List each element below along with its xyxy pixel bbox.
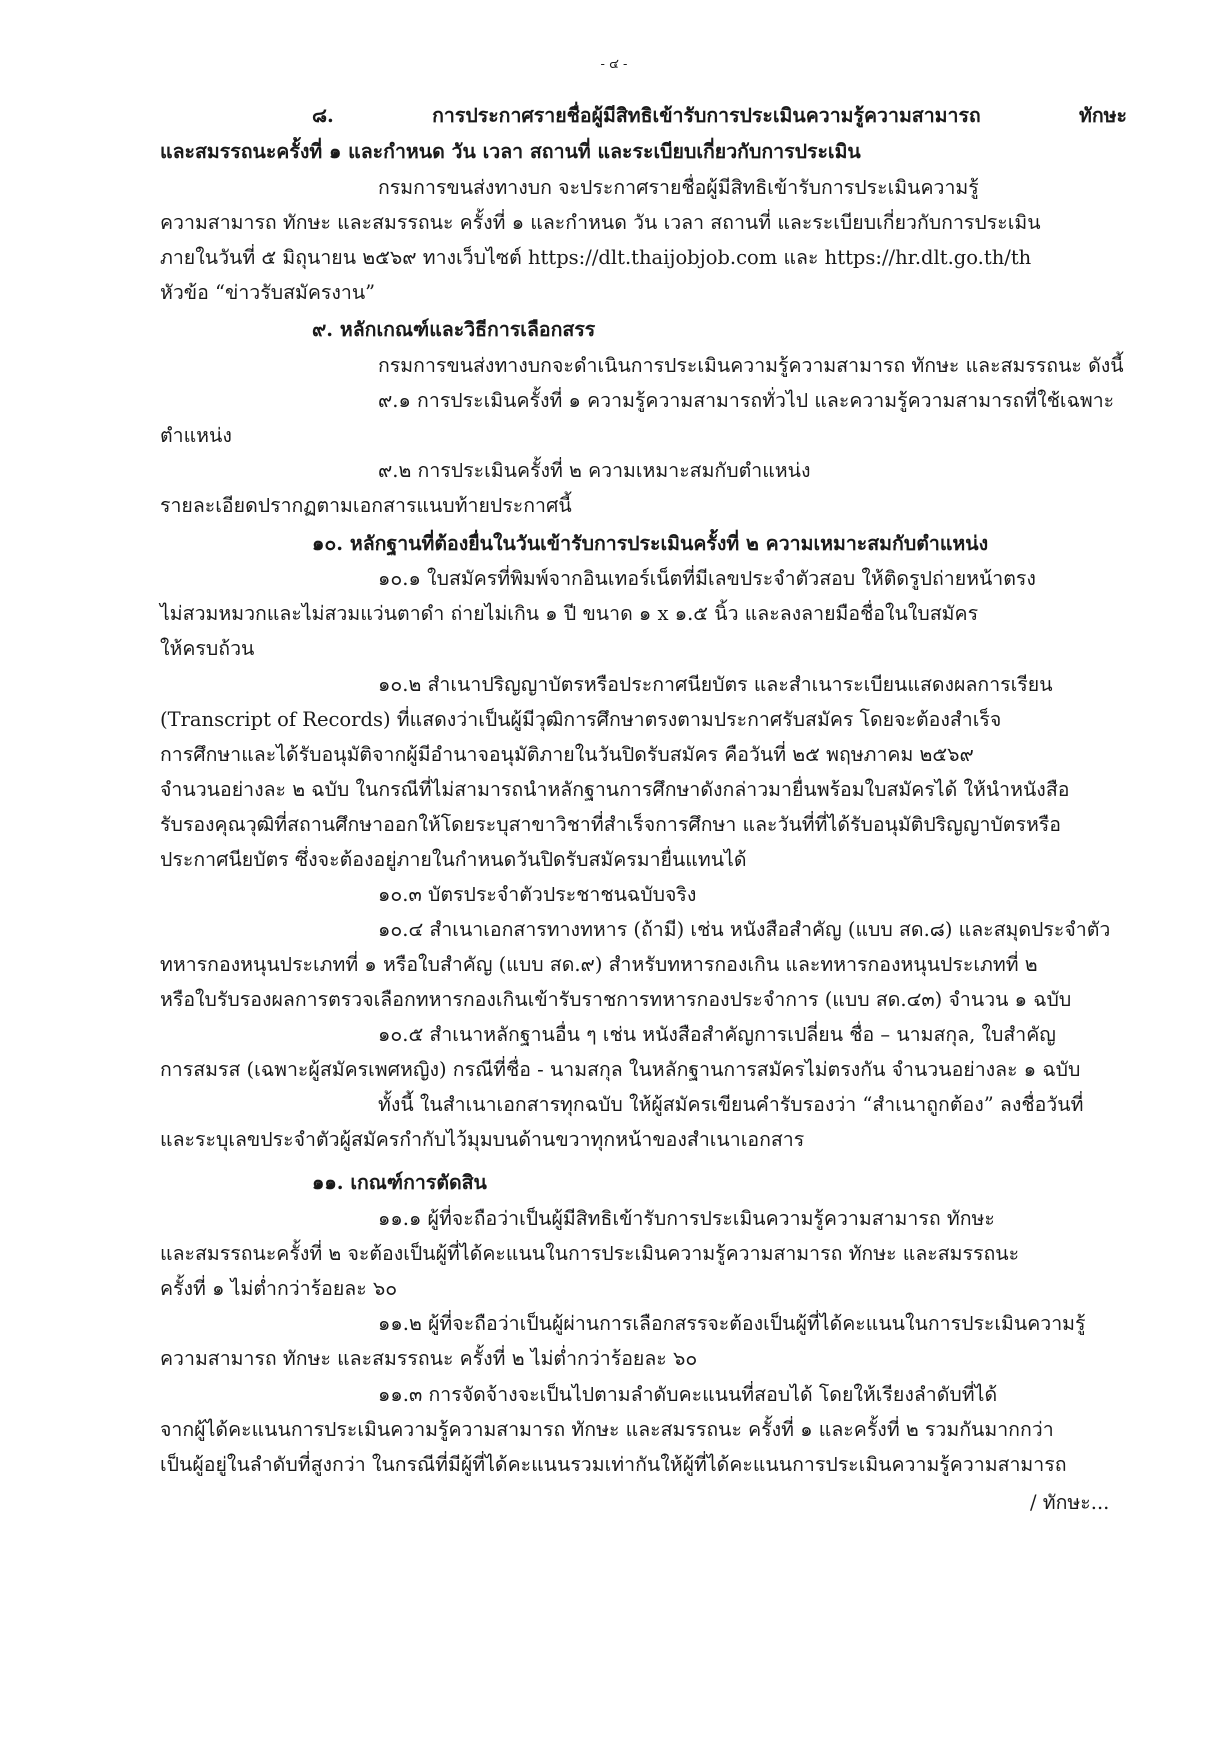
paragraph-line: รับรองคุณวุฒิที่สถานศึกษาออกให้โดยระบุสาขาวิชาที่สำเร็จการศึกษา และวันที่ที่ได้รับอนุมัติปริญญาบัตรหรือ [160,813,1061,836]
paragraph-line: ๑๐.๓ บัตรประจำตัวประชาชนฉบับจริง [378,883,697,906]
paragraph-line: ทั้งนี้ ในสำเนาเอกสารทุกฉบับ ให้ผู้สมัครเขียนคำรับรองว่า “สำเนาถูกต้อง” ลงชื่อวันที่ [378,1093,1084,1116]
paragraph-line: และสมรรถนะครั้งที่ ๒ จะต้องเป็นผู้ที่ได้คะแนนในการประเมินความรู้ความสามารถ ทักษะ และสมรรถนะ [160,1242,1020,1265]
page-number: - ๔ - [600,57,628,72]
paragraph-line: การศึกษาและได้รับอนุมัติจากผู้มีอำนาจอนุมัติภายในวันปิดรับสมัคร คือวันที่ ๒๕ พฤษภาคม ๒๕๖๙ [160,743,974,766]
paragraph-line: การสมรส (เฉพาะผู้สมัครเพศหญิง) กรณีที่ชื่อ - นามสกุล ในหลักฐานการสมัครไม่ตรงกัน จำนวนอย่างละ ๑ ฉบับ [160,1058,1081,1081]
paragraph-line: ๙.๑ การประเมินครั้งที่ ๑ ความรู้ความสามารถทั่วไป และความรู้ความสามารถที่ใช้เฉพาะ [378,389,1115,412]
paragraph-line: หัวข้อ “ข่าวรับสมัครงาน” [160,281,376,304]
section-10-heading: ๑๐. หลักฐานที่ต้องยื่นในวันเข้ารับการประเมินครั้งที่ ๒ ความเหมาะสมกับตำแหน่ง [312,532,989,555]
paragraph-line: และระบุเลขประจำตัวผู้สมัครกำกับไว้มุมบนด้านขวาทุกหน้าของสำเนาเอกสาร [160,1128,805,1151]
paragraph-line: ทหารกองหนุนประเภทที่ ๑ หรือใบสำคัญ (แบบ สด.๙) สำหรับทหารกองเกิน และทหารกองหนุนประเภทที่ ๒ [160,953,1038,976]
paragraph-line: ภายในวันที่ ๕ มิถุนายน ๒๕๖๙ ทางเว็บไซต์ https://dlt.thaijobjob.com และ https://hr.dlt.go.th/th [160,246,1032,269]
continuation-marker: / ทักษะ... [1030,1491,1110,1514]
paragraph-line: ๑๑.๓ การจัดจ้างจะเป็นไปตามลำดับคะแนนที่สอบได้ โดยให้เรียงลำดับที่ได้ [378,1383,998,1406]
paragraph-line: ๑๑.๑ ผู้ที่จะถือว่าเป็นผู้มีสิทธิเข้ารับการประเมินความรู้ความสามารถ ทักษะ [378,1207,995,1230]
paragraph-line: ความสามารถ ทักษะ และสมรรถนะ ครั้งที่ ๑ และกำหนด วัน เวลา สถานที่ และระเบียบเกี่ยวกับการประเมิน [160,211,1041,234]
paragraph-line: จากผู้ได้คะแนนการประเมินความรู้ความสามารถ ทักษะ และสมรรถนะ ครั้งที่ ๑ และครั้งที่ ๒ รวมกันมากกว่า [160,1418,1054,1441]
paragraph-line: กรมการขนส่งทางบกจะดำเนินการประเมินความรู้ความสามารถ ทักษะ และสมรรถนะ ดังนี้ [378,354,1124,377]
paragraph-line: ๑๐.๒ สำเนาปริญญาบัตรหรือประกาศนียบัตร และสำเนาระเบียนแสดงผลการเรียน [378,673,1053,696]
paragraph-line: ครั้งที่ ๑ ไม่ต่ำกว่าร้อยละ ๖๐ [160,1277,398,1300]
paragraph-line: กรมการขนส่งทางบก จะประกาศรายชื่อผู้มีสิทธิเข้ารับการประเมินความรู้ [378,176,979,199]
paragraph-line: ไม่สวมหมวกและไม่สวมแว่นตาดำ ถ่ายไม่เกิน ๑ ปี ขนาด ๑ x ๑.๕ นิ้ว และลงลายมือชื่อในใบสมัคร [160,602,979,625]
paragraph-line: หรือใบรับรองผลการตรวจเลือกทหารกองเกินเข้ารับราชการทหารกองประจำการ (แบบ สด.๔๓) จำนวน ๑ ฉบับ [160,988,1072,1011]
paragraph-line: (Transcript of Records) ที่แสดงว่าเป็นผู้มีวุฒิการศึกษาตรงตามประกาศรับสมัคร โดยจะต้องสำเร็จ [160,708,1002,731]
section-8-heading-line-2: และสมรรถนะครั้งที่ ๑ และกำหนด วัน เวลา สถานที่ และระเบียบเกี่ยวกับการประเมิน [160,140,861,163]
section-9-heading: ๙. หลักเกณฑ์และวิธีการเลือกสรร [312,318,596,341]
paragraph-line: ๙.๒ การประเมินครั้งที่ ๒ ความเหมาะสมกับตำแหน่ง [378,459,811,482]
paragraph-line: ๑๐.๔ สำเนาเอกสารทางทหาร (ถ้ามี) เช่น หนังสือสำคัญ (แบบ สด.๘) และสมุดประจำตัว [378,918,1111,941]
paragraph-line: จำนวนอย่างละ ๒ ฉบับ ในกรณีที่ไม่สามารถนำหลักฐานการศึกษาดังกล่าวมายื่นพร้อมใบสมัครได้ ให้นำหนังสือ [160,778,1070,801]
paragraph-line: ๑๐.๑ ใบสมัครที่พิมพ์จากอินเทอร์เน็ตที่มีเลขประจำตัวสอบ ให้ติดรูปถ่ายหน้าตรง [378,567,1036,590]
paragraph-line: ให้ครบถ้วน [160,637,255,660]
paragraph-line: ๑๑.๒ ผู้ที่จะถือว่าเป็นผู้ผ่านการเลือกสรรจะต้องเป็นผู้ที่ได้คะแนนในการประเมินความรู้ [378,1312,1086,1335]
paragraph-line: เป็นผู้อยู่ในลำดับที่สูงกว่า ในกรณีที่มีผู้ที่ได้คะแนนรวมเท่ากันให้ผู้ที่ได้คะแนนการประเมินความรู้ความสามารถ [160,1453,1067,1476]
paragraph-line: รายละเอียดปรากฏตามเอกสารแนบท้ายประกาศนี้ [160,494,572,517]
paragraph-line: ความสามารถ ทักษะ และสมรรถนะ ครั้งที่ ๒ ไม่ต่ำกว่าร้อยละ ๖๐ [160,1347,698,1370]
paragraph-line: ๑๐.๕ สำเนาหลักฐานอื่น ๆ เช่น หนังสือสำคัญการเปลี่ยน ชื่อ – นามสกุล, ใบสำคัญ [378,1023,1056,1046]
paragraph-line: ประกาศนียบัตร ซึ่งจะต้องอยู่ภายในกำหนดวันปิดรับสมัครมายื่นแทนได้ [160,848,747,871]
section-8-heading-line-1: ๘. การประกาศรายชื่อผู้มีสิทธิเข้ารับการประเมินความรู้ความสามารถ ทักษะ [312,104,1127,127]
section-11-heading: ๑๑. เกณฑ์การตัดสิน [312,1171,487,1194]
paragraph-line: ตำแหน่ง [160,424,232,447]
